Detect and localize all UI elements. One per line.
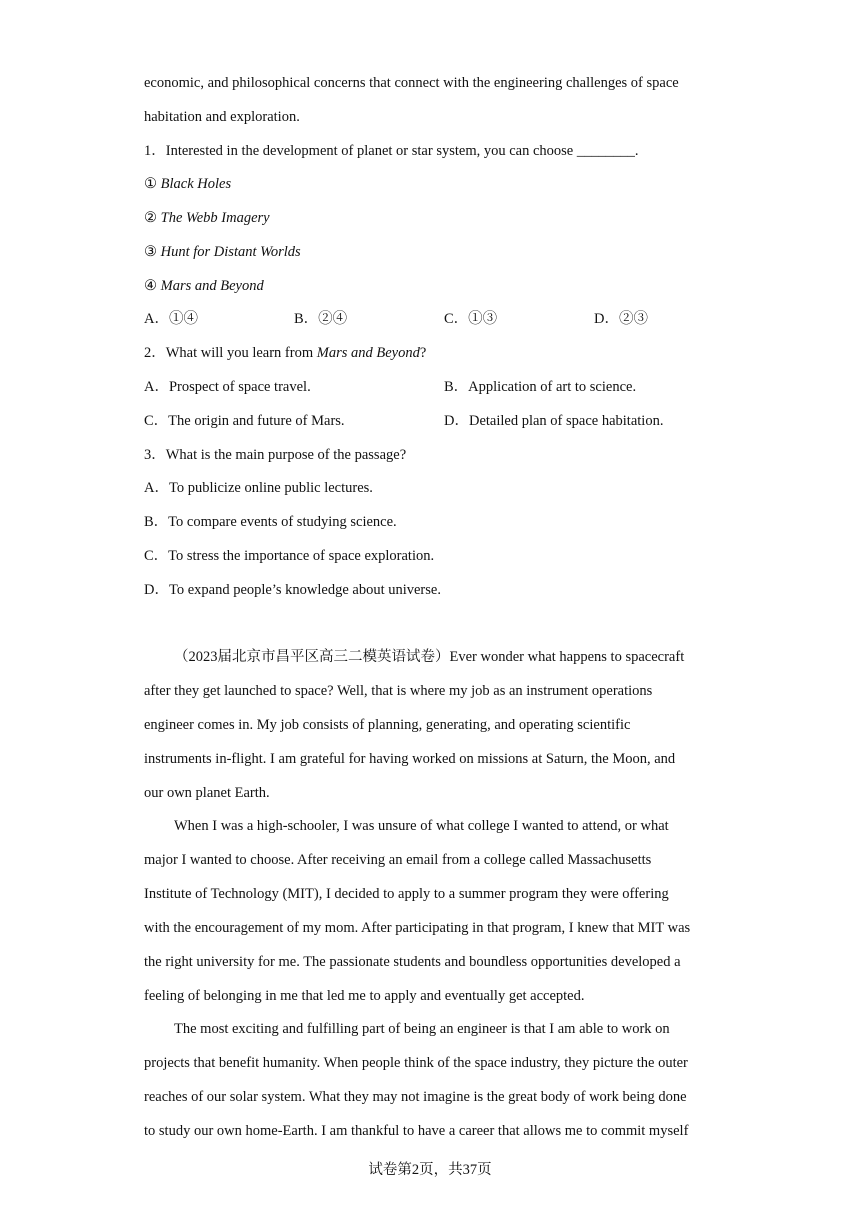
passage-line: （2023届北京市昌平区高三二模英语试卷）Ever wonder what happens to spacecraft	[174, 649, 685, 665]
passage-line: reaches of our solar system. What they may not imagine is the great body of work being done	[144, 1089, 687, 1105]
q2-option-c: C．The origin and future of Mars.	[144, 413, 345, 429]
q1-option-c: C．①③	[444, 311, 498, 327]
intro-line: economic, and philosophical concerns that connect with the engineering challenges of space	[144, 75, 679, 91]
passage-line: major I wanted to choose. After receiving an email from a college called Massachusetts	[144, 852, 652, 868]
q2-option-a: A．Prospect of space travel.	[144, 379, 311, 395]
q3-option-d: D．To expand people’s knowledge about universe.	[144, 582, 441, 598]
intro-line: habitation and exploration.	[144, 109, 300, 125]
q3-option-c: C．To stress the importance of space exploration.	[144, 548, 435, 564]
passage-line: after they get launched to space? Well, that is where my job as an instrument operations	[144, 683, 653, 699]
passage-line: feeling of belonging in me that led me to apply and eventually get accepted.	[144, 988, 585, 1004]
q1-item-3: ③ Hunt for Distant Worlds	[144, 244, 301, 260]
question-3-stem: 3．What is the main purpose of the passage?	[144, 447, 407, 463]
question-2-stem: 2．What will you learn from Mars and Beyond?	[144, 345, 427, 361]
q1-item-2: ② The Webb Imagery	[144, 210, 270, 226]
passage-line: instruments in-flight. I am grateful for having worked on missions at Saturn, the Moon, and	[144, 751, 676, 767]
q1-option-b: B．②④	[294, 311, 348, 327]
passage-line: with the encouragement of my mom. After participating in that program, I knew that MIT was	[144, 920, 691, 936]
passage-line: to study our own home-Earth. I am thankful to have a career that allows me to commit myself	[144, 1123, 689, 1139]
q1-item-1: ① Black Holes	[144, 176, 232, 192]
q1-option-a: A．①④	[144, 311, 198, 327]
question-1-stem: 1．Interested in the development of planet or star system, you can choose ________.	[144, 143, 639, 159]
passage-line: The most exciting and fulfilling part of being an engineer is that I am able to work on	[174, 1021, 670, 1037]
q1-option-d: D．②③	[594, 311, 648, 327]
page-footer: 试卷第2页，共37页	[368, 1162, 492, 1178]
q3-option-a: A．To publicize online public lectures.	[144, 480, 373, 496]
passage-line: projects that benefit humanity. When people think of the space industry, they picture the outer	[144, 1055, 688, 1071]
passage-line: engineer comes in. My job consists of planning, generating, and operating scientific	[144, 717, 631, 733]
q3-option-b: B．To compare events of studying science.	[144, 514, 397, 530]
q1-item-4: ④ Mars and Beyond	[144, 278, 264, 294]
passage-line: the right university for me. The passionate students and boundless opportunities developed a	[144, 954, 681, 970]
passage-line: our own planet Earth.	[144, 785, 270, 801]
passage-line: Institute of Technology (MIT), I decided to apply to a summer program they were offering	[144, 886, 669, 902]
q2-option-b: B．Application of art to science.	[444, 379, 637, 395]
passage-line: When I was a high-schooler, I was unsure of what college I wanted to attend, or what	[174, 818, 669, 834]
q2-option-d: D．Detailed plan of space habitation.	[444, 413, 664, 429]
